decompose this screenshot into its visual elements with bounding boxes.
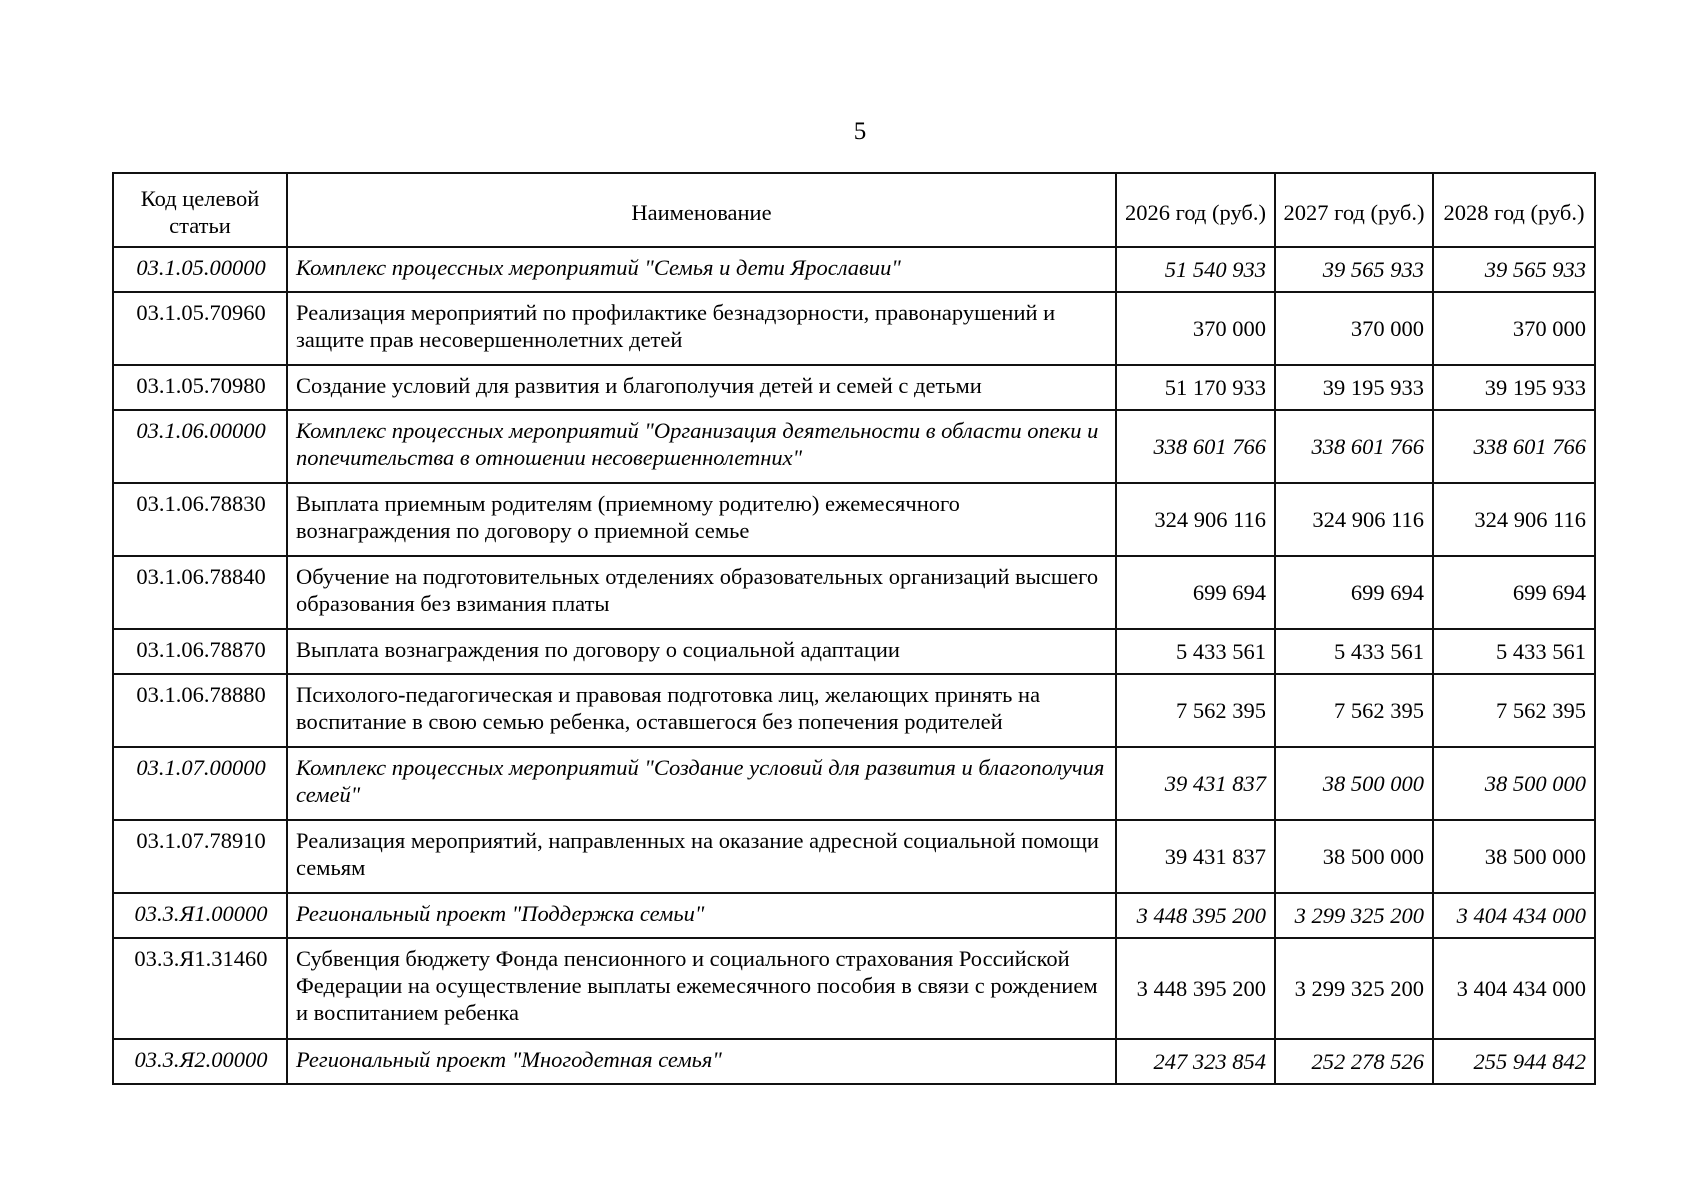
- row-code: 03.3.Я1.00000: [113, 893, 287, 938]
- row-code: 03.1.05.70960: [113, 292, 287, 365]
- row-code: 03.1.06.00000: [113, 410, 287, 483]
- row-2026: 3 448 395 200: [1116, 938, 1275, 1039]
- header-2026: 2026 год (руб.): [1116, 173, 1275, 247]
- table-row: [113, 820, 1595, 893]
- row-name: Создание условий для развития и благополучия детей и семей с детьми: [287, 365, 1116, 410]
- header-2027: 2027 год (руб.): [1275, 173, 1433, 247]
- row-2028: 39 195 933: [1433, 365, 1595, 410]
- row-2028: 338 601 766: [1433, 410, 1595, 483]
- row-name: Комплекс процессных мероприятий "Создание условий для развития и благополучия семей": [287, 747, 1116, 820]
- row-2028: 7 562 395: [1433, 674, 1595, 747]
- table-row: [113, 292, 1595, 365]
- row-name: Реализация мероприятий по профилактике безнадзорности, правонарушений и защите прав несовершеннолетних детей: [287, 292, 1116, 365]
- row-code: 03.1.06.78840: [113, 556, 287, 629]
- row-2027: 699 694: [1275, 556, 1433, 629]
- row-name: Выплата вознаграждения по договору о социальной адаптации: [287, 629, 1116, 674]
- row-code: 03.1.06.78870: [113, 629, 287, 674]
- row-2028: 3 404 434 000: [1433, 938, 1595, 1039]
- table-row: [113, 556, 1595, 629]
- row-2028: 39 565 933: [1433, 247, 1595, 292]
- row-2027: 39 565 933: [1275, 247, 1433, 292]
- row-code: 03.1.05.70980: [113, 365, 287, 410]
- row-2027: 38 500 000: [1275, 747, 1433, 820]
- row-2026: 338 601 766: [1116, 410, 1275, 483]
- table-row: [113, 247, 1595, 292]
- row-2026: 3 448 395 200: [1116, 893, 1275, 938]
- table-row: [113, 893, 1595, 938]
- row-code: 03.1.07.00000: [113, 747, 287, 820]
- row-2027: 3 299 325 200: [1275, 938, 1433, 1039]
- row-2027: 3 299 325 200: [1275, 893, 1433, 938]
- row-name: Обучение на подготовительных отделениях образовательных организаций высшего образования без взимания платы: [287, 556, 1116, 629]
- row-name: Субвенция бюджету Фонда пенсионного и социального страхования Российской Федерации на осуществление выплаты ежемесячного пособия в связи с рождением и воспитанием ребенка: [287, 938, 1116, 1039]
- row-2026: 7 562 395: [1116, 674, 1275, 747]
- header-name: Наименование: [287, 173, 1116, 247]
- row-2027: 338 601 766: [1275, 410, 1433, 483]
- row-2026: 39 431 837: [1116, 747, 1275, 820]
- row-name: Региональный проект "Многодетная семья": [287, 1039, 1116, 1084]
- row-2026: 370 000: [1116, 292, 1275, 365]
- row-2026: 247 323 854: [1116, 1039, 1275, 1084]
- row-code: 03.1.05.00000: [113, 247, 287, 292]
- table-row: [113, 365, 1595, 410]
- header-2028: 2028 год (руб.): [1433, 173, 1595, 247]
- row-2026: 324 906 116: [1116, 483, 1275, 556]
- budget-table: [112, 172, 1596, 1085]
- table-row: [113, 938, 1595, 1039]
- table-header-row: [113, 173, 1595, 247]
- row-code: 03.3.Я1.31460: [113, 938, 287, 1039]
- row-2027: 38 500 000: [1275, 820, 1433, 893]
- row-2026: 51 170 933: [1116, 365, 1275, 410]
- row-name: Комплекс процессных мероприятий "Семья и дети Ярославии": [287, 247, 1116, 292]
- table-row: [113, 1039, 1595, 1084]
- row-name: Комплекс процессных мероприятий "Организация деятельности в области опеки и попечительства в отношении несовершеннолетних": [287, 410, 1116, 483]
- row-2027: 39 195 933: [1275, 365, 1433, 410]
- row-2026: 5 433 561: [1116, 629, 1275, 674]
- table-row: [113, 629, 1595, 674]
- row-2028: 699 694: [1433, 556, 1595, 629]
- row-2027: 252 278 526: [1275, 1039, 1433, 1084]
- table-row: [113, 674, 1595, 747]
- row-2028: 324 906 116: [1433, 483, 1595, 556]
- row-2026: 699 694: [1116, 556, 1275, 629]
- row-2028: 5 433 561: [1433, 629, 1595, 674]
- row-2027: 7 562 395: [1275, 674, 1433, 747]
- row-2026: 39 431 837: [1116, 820, 1275, 893]
- row-name: Реализация мероприятий, направленных на оказание адресной социальной помощи семьям: [287, 820, 1116, 893]
- row-2028: 38 500 000: [1433, 747, 1595, 820]
- page-number: 5: [853, 118, 867, 145]
- table-row: [113, 483, 1595, 556]
- table-row: [113, 410, 1595, 483]
- row-2028: 255 944 842: [1433, 1039, 1595, 1084]
- row-2026: 51 540 933: [1116, 247, 1275, 292]
- row-name: Выплата приемным родителям (приемному родителю) ежемесячного вознаграждения по договору о приемной семье: [287, 483, 1116, 556]
- row-name: Психолого-педагогическая и правовая подготовка лиц, желающих принять на воспитание в свою семью ребенка, оставшегося без попечения родителей: [287, 674, 1116, 747]
- row-2027: 324 906 116: [1275, 483, 1433, 556]
- row-name: Региональный проект "Поддержка семьи": [287, 893, 1116, 938]
- row-2028: 3 404 434 000: [1433, 893, 1595, 938]
- row-code: 03.1.06.78880: [113, 674, 287, 747]
- row-code: 03.3.Я2.00000: [113, 1039, 287, 1084]
- row-2028: 370 000: [1433, 292, 1595, 365]
- row-2027: 5 433 561: [1275, 629, 1433, 674]
- header-code: Код целевой статьи: [113, 173, 287, 247]
- row-code: 03.1.07.78910: [113, 820, 287, 893]
- row-2028: 38 500 000: [1433, 820, 1595, 893]
- row-2027: 370 000: [1275, 292, 1433, 365]
- table-row: [113, 747, 1595, 820]
- row-code: 03.1.06.78830: [113, 483, 287, 556]
